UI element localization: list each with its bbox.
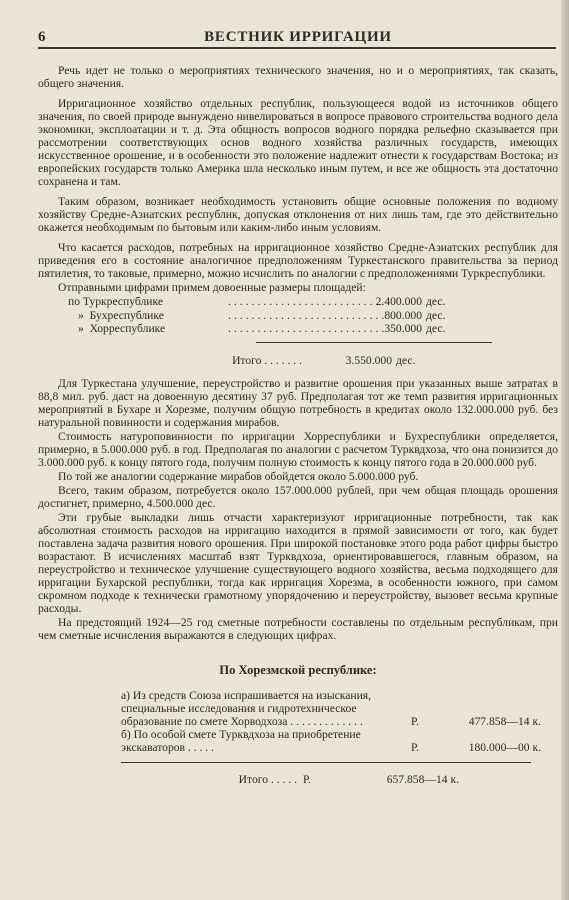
requests-total-amount: 657.858—14 к. bbox=[386, 772, 459, 786]
total-value: 3.550.000 bbox=[345, 353, 392, 367]
total-rule bbox=[256, 342, 492, 343]
areas-intro: Отправными цифрами примем довоенные размеры площадей: bbox=[58, 281, 366, 294]
request-text: б) По особой смете Турквдхоза на приобретение экскаваторов . . . . . bbox=[121, 727, 361, 754]
area-name: по Туркреспублике bbox=[68, 295, 163, 308]
article-body bbox=[38, 64, 558, 786]
areas-row bbox=[38, 295, 558, 309]
paragraph: Эти грубые выкладки лишь отчасти характеризуют ирригационные потребности, так как абсолютная стоимость расходов на ирригацию находится в прямой зависимости от того, как будет поставлена задача развития нового орошения. При широкой постановке этого рода работ цифры быстро возрастают. В исчислениях масштаб взят Турквдхоза, ориентировавшегося, главным образом, на переустройство и техническое улучшение существующего водного хозяйства, весьма подходящего для ирригации Бухарской республики, тогда как ирригация Хорезма, в особенности южного, при самом скромном подходе к технически грамотному упорядочению и переустройству, вызовет весьма крупные расходы. bbox=[38, 510, 558, 615]
paragraph: По той же аналогии содержание мирабов обойдется около 5.000.000 руб. bbox=[58, 469, 419, 483]
total-unit: дес. bbox=[396, 353, 416, 367]
requests-rule bbox=[121, 762, 531, 763]
paragraph: На предстоящий 1924—25 год сметные потребности составлены по отдельным республикам, при чем сметные исчисления выражаются в следующих цифрах. bbox=[38, 615, 558, 642]
requests-total bbox=[67, 773, 541, 786]
journal-title: ВЕСТНИК ИРРИГАЦИИ bbox=[204, 29, 392, 45]
requests-total-label: Итого . . . . . bbox=[238, 772, 297, 786]
area-unit: дес. bbox=[426, 322, 446, 335]
paragraph: Таким образом, возникает необходимость установить общие основные положения по водному хозяйству Средне-Азиатских республик, допуская отклонения от них лишь там, где это действительно окажется необходимым по бытовым или каким-либо иным условиям. bbox=[38, 195, 558, 234]
page-header bbox=[38, 29, 558, 49]
area-value: 2.400.000 bbox=[375, 295, 422, 308]
paragraph: Ирригационное хозяйство отдельных республик, пользующееся водой из источников общего значения, по своей природе вынуждено нивелироваться в вопросе правового строительства водного дела экономики, эксплоатации и т. д. Эта общность вопросов водного порядка рельефно сказывается при рассмотрении соответствующих основ водного хозяйства различных государств, имеющих искусственное орошение, и в особенности это положение надлежит отнести к государствам Востока; из европейских государств только Америка шла несколько иным путем, и все же общность эта достаточно сохранена и там. bbox=[38, 97, 558, 188]
areas-row bbox=[38, 322, 558, 336]
request-amount: 477.858—14 к. bbox=[468, 714, 541, 728]
page-edge bbox=[561, 0, 569, 900]
paragraph: Для Туркестана улучшение, переустройство и развитие орошения при указанных выше затратах в 88,8 мил. руб. даст на довоенную десятину 37 руб. Предполагая тот же темп развития ирригационных мероприятий в Бухаре и Хорезме, получим общую потребность в кредитах около 132.000.000 руб. без натуральной повинности и содержания мирабов. bbox=[38, 376, 558, 429]
paragraph: Всего, таким образом, потребуется около 157.000.000 рублей, при чем общая площадь орошения достигнет, примерно, 4.500.000 дес. bbox=[38, 483, 558, 510]
leader-dots: ........................... bbox=[228, 308, 388, 322]
page-number: 6 bbox=[38, 29, 46, 45]
request-currency: Р. bbox=[411, 740, 419, 754]
areas-row bbox=[38, 309, 558, 323]
paragraph: Речь идет не только о мероприятиях технического значения, но и о мероприятиях, так сказать, общего значения. bbox=[38, 64, 558, 90]
areas-table bbox=[38, 295, 558, 336]
area-unit: дес. bbox=[426, 308, 446, 322]
leader-dots: ........................... bbox=[228, 295, 388, 308]
request-row bbox=[121, 689, 541, 728]
request-text: а) Из средств Союза испрашивается на изыскания, специальные исследования и гидротехническое образование по смете Хорводхоза . . . . . . . . . . . . . bbox=[121, 688, 372, 728]
section-title: По Хорезмской республике: bbox=[219, 662, 377, 677]
leader-dots: ........................... bbox=[228, 322, 388, 335]
requests-table bbox=[121, 689, 541, 786]
requests-total-currency: Р. bbox=[303, 772, 311, 786]
request-amount: 180.000—00 к. bbox=[468, 740, 541, 754]
area-unit: дес. bbox=[426, 295, 446, 308]
request-row bbox=[121, 728, 541, 754]
paragraph: Стоимость натуроповинности по ирригации Хорреспублики и Бухреспублики определяется, примерно, в 5.000.000 руб. в год. Предполагая по аналогии с расчетом Турквдхоза, что она понизится до 3.000.000 руб. к концу пятого года, получим полную стоимость к концу пятого года в 20.000.000 руб. bbox=[38, 429, 558, 469]
header-rule bbox=[38, 47, 556, 49]
total-label: Итого . . . . . . . bbox=[232, 353, 302, 367]
areas-total bbox=[38, 354, 558, 367]
area-name: » Хорреспублике bbox=[78, 322, 166, 335]
paragraph: Что касается расходов, потребных на ирригационное хозяйство Средне-Азиатских республик для приведения его в состояние аналогичное предположениям Туркестанского правительства за период пятилетия, то таковые, примерно, можно исчислить по аналогии с предположениями Туркреспублики. bbox=[38, 241, 558, 280]
area-name: » Бухреспублике bbox=[78, 308, 164, 322]
area-value: 800.000 bbox=[384, 308, 422, 322]
request-currency: Р. bbox=[411, 714, 419, 728]
area-value: 350.000 bbox=[384, 322, 422, 335]
